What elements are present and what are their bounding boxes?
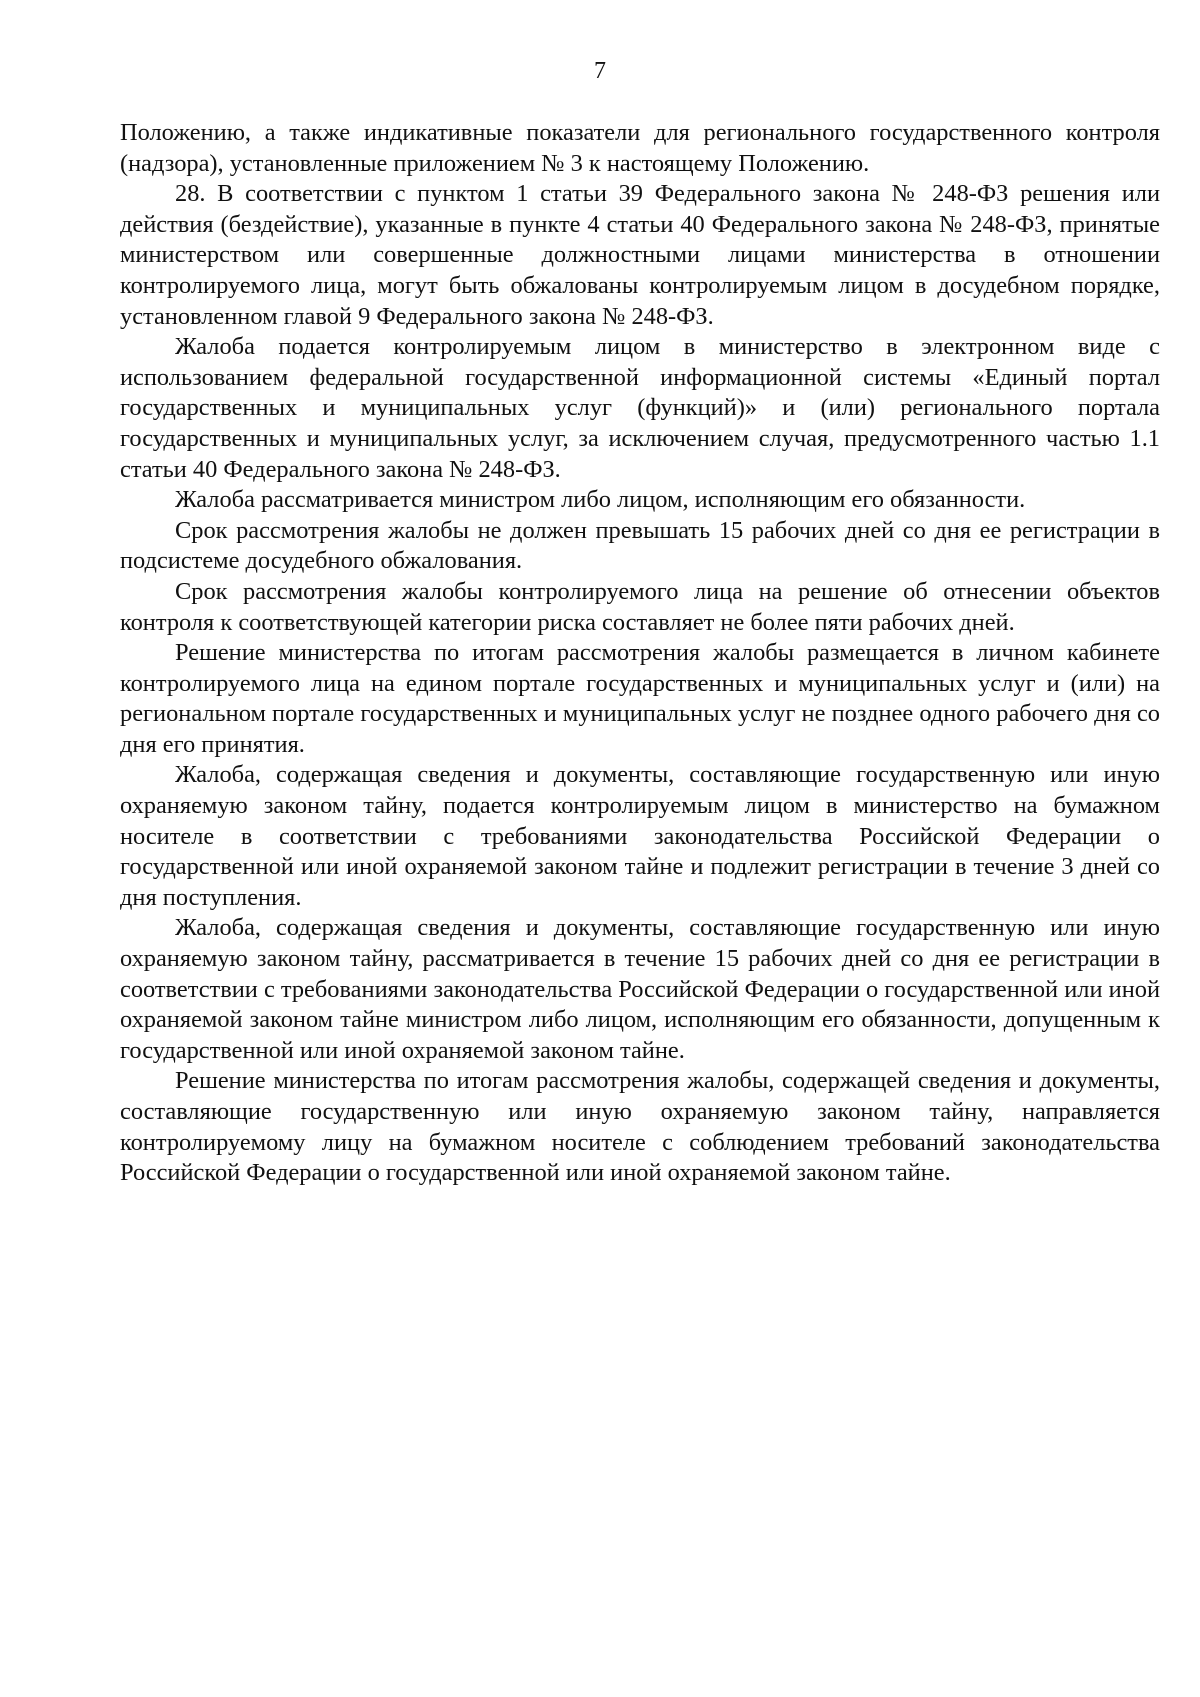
paragraph-item-28: 28. В соответствии с пунктом 1 статьи 39 Федерального закона № 248-ФЗ решения или действия (бездействие), указанные в пункте 4 статьи 40 Федерального закона № 248-ФЗ, принятые министерством или совершенные должностными лицами министерства в отношении контролируемого лица, могут быть обжалованы контролируемым лицом в досудебном порядке, установленном главой 9 Федерального закона № 248-ФЗ. — [120, 180, 1160, 330]
paragraph-complaint-submission: Жалоба подается контролируемым лицом в министерство в электронном виде с использованием федеральной государственной информационной системы «Единый портал государственных и муниципальных услуг (функций)» и (или) регионального портала государственных и муниципальных услуг, за исключением случая, предусмотренного частью 1.1 статьи 40 Федерального закона № 248-ФЗ. — [120, 333, 1160, 483]
paragraph-decision-publication: Решение министерства по итогам рассмотрения жалобы размещается в личном кабинете контролируемого лица на едином портале государственных и муниципальных услуг и (или) на региональном портале государственных и муниципальных услуг не позднее одного рабочего дня со дня его принятия. — [120, 639, 1160, 758]
paragraph-risk-category-term: Срок рассмотрения жалобы контролируемого лица на решение об отнесении объектов контроля к соответствующей категории риска составляет не более пяти рабочих дней. — [120, 577, 1160, 636]
paragraph-secret-complaint-submission: Жалоба, содержащая сведения и документы, составляющие государственную или иную охраняемую законом тайну, подается контролируемым лицом в министерство на бумажном носителе в соответствии с требованиями законодательства Российской Федерации о государственной или иной охраняемой законом тайне и подлежит регистрации в течение 3 дней со дня поступления. — [120, 761, 1160, 911]
paragraph-secret-complaint-review: Жалоба, содержащая сведения и документы, составляющие государственную или иную охраняемую законом тайну, рассматривается в течение 15 рабочих дней со дня ее регистрации в соответствии с требованиями законодательства Российской Федерации о государственной или иной охраняемой законом тайне министром либо лицом, исполняющим его обязанности, допущенным к государственной или иной охраняемой законом тайне. — [120, 914, 1160, 1064]
document-body — [120, 118, 1160, 1189]
page-number: 7 — [594, 58, 606, 84]
paragraph-complaint-reviewer: Жалоба рассматривается министром либо лицом, исполняющим его обязанности. — [175, 486, 1026, 514]
paragraph-review-term: Срок рассмотрения жалобы не должен превышать 15 рабочих дней со дня ее регистрации в подсистеме досудебного обжалования. — [120, 516, 1160, 575]
paragraph-continuation: Положению, а также индикативные показатели для регионального государственного контроля (надзора), установленные приложением № 3 к настоящему Положению. — [120, 119, 1160, 177]
paragraph-secret-decision-delivery: Решение министерства по итогам рассмотрения жалобы, содержащей сведения и документы, составляющие государственную или иную охраняемую законом тайну, направляется контролируемому лицу на бумажном носителе с соблюдением требований законодательства Российской Федерации о государственной или иной охраняемой законом тайне. — [120, 1067, 1160, 1187]
